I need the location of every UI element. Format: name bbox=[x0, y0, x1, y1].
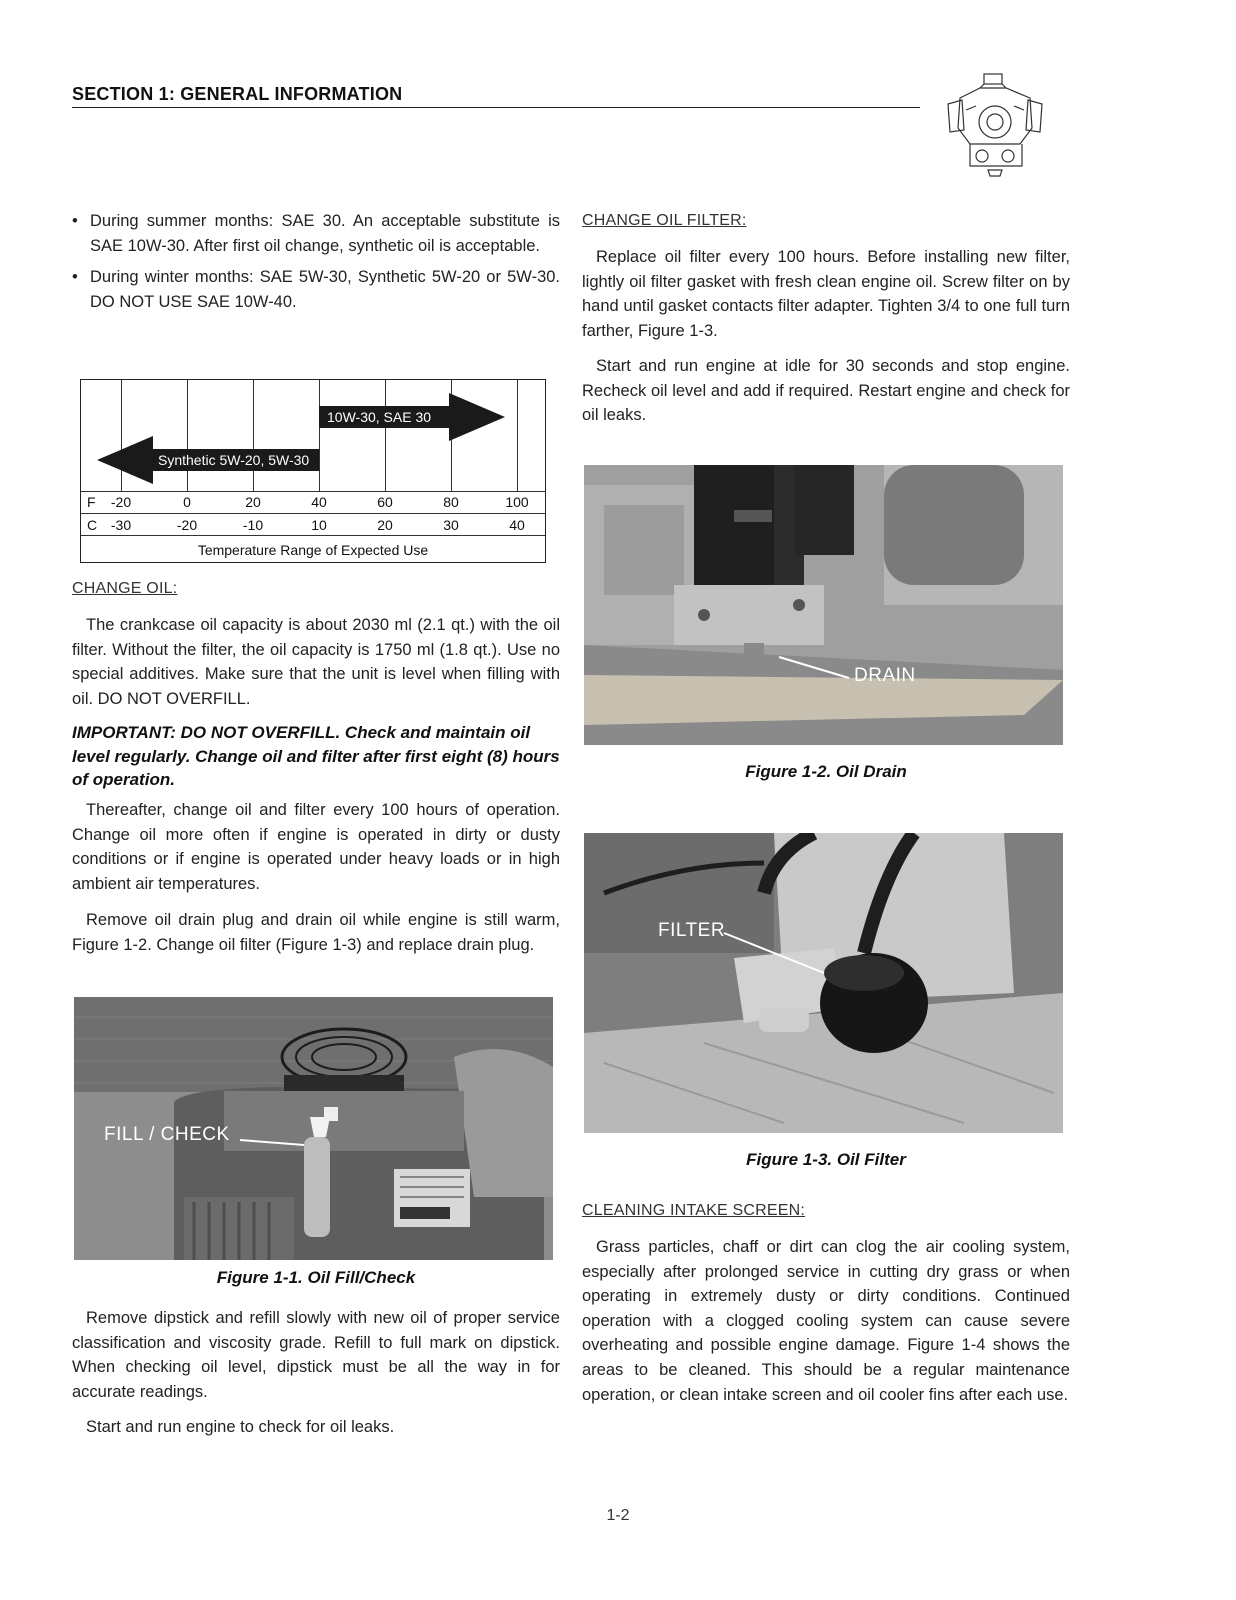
chart-caption: Temperature Range of Expected Use bbox=[197, 542, 429, 558]
f-tick: -20 bbox=[110, 494, 132, 510]
change-oil-frequency-paragraph: Thereafter, change oil and filter every 100 hours of operation. Change oil more often if engine is operated in dirty or dusty conditions or if engine is operated under heavy loads or in high ambient air temperatures. bbox=[72, 801, 560, 893]
f-tick: 80 bbox=[443, 494, 459, 510]
figure-oil-drain-photo bbox=[584, 465, 1063, 745]
figure-1-3-caption: Figure 1-3. Oil Filter bbox=[746, 1150, 906, 1169]
f-tick: 40 bbox=[311, 494, 327, 510]
viscosity-arrows bbox=[81, 380, 545, 492]
list-item: • During summer months: SAE 30. An acceptable substitute is SAE 10W-30. After first oil change, synthetic oil is acceptable. bbox=[72, 212, 560, 255]
temperature-range-chart bbox=[80, 379, 546, 563]
cleaning-intake-screen-heading: CLEANING INTAKE SCREEN: bbox=[582, 1202, 806, 1219]
oil-viscosity-bullets bbox=[72, 209, 560, 314]
arrow-label-left: Synthetic 5W-20, 5W-30 bbox=[158, 452, 310, 468]
f-tick: 20 bbox=[245, 494, 261, 510]
change-oil-paragraph: The crankcase oil capacity is about 2030 ml (2.1 qt.) with the oil filter. Without the filter, the oil capacity is 1750 ml (1.8 qt.). Use no special additives. Make sure that the unit is level when filling with oil. DO NOT OVERFILL. bbox=[72, 616, 560, 708]
start-idle-paragraph: Start and run engine at idle for 30 seconds and stop engine. Recheck oil level and add if required. Restart engine and check for oil leaks. bbox=[582, 357, 1070, 425]
c-tick: 40 bbox=[509, 517, 525, 533]
figure-oil-fill-check-photo bbox=[74, 997, 553, 1260]
cleaning-paragraph: Grass particles, chaff or dirt can clog the air cooling system, especially after prolonged service in cutting dry grass or when operating in extremely dusty or dirty conditions. Continued operation with a clogged cooling system can cause severe overheating and possible engine damage. Figure 1-4 shows the areas to be cleaned. This should be a regular maintenance operation, or clean intake screen and oil cooler fins after each use. bbox=[582, 1238, 1070, 1404]
celsius-label: C bbox=[87, 517, 98, 533]
arrow-label-right: 10W-30, SAE 30 bbox=[327, 409, 432, 425]
c-tick: 20 bbox=[377, 517, 393, 533]
change-oil-heading: CHANGE OIL: bbox=[72, 580, 178, 597]
header-divider bbox=[72, 107, 920, 108]
change-oil-filter-heading: CHANGE OIL FILTER: bbox=[582, 212, 747, 229]
figure-oil-filter-photo bbox=[584, 833, 1063, 1133]
f-tick: 0 bbox=[183, 494, 191, 510]
fahrenheit-label: F bbox=[87, 494, 96, 510]
f-tick: 60 bbox=[377, 494, 393, 510]
filter-label: FILTER bbox=[658, 920, 726, 941]
c-tick: -20 bbox=[176, 517, 198, 533]
f-tick: 100 bbox=[505, 494, 529, 510]
section-title: SECTION 1: GENERAL INFORMATION bbox=[72, 84, 403, 104]
engine-illustration-icon bbox=[940, 70, 1050, 180]
page-number: 1-2 bbox=[606, 1507, 630, 1524]
important-notice: IMPORTANT: DO NOT OVERFILL. Check and maintain oil level regularly. Change oil and filter after first eight (8) hours of operation. bbox=[72, 723, 560, 789]
list-item: • During winter months: SAE 5W-30, Synthetic 5W-20 or 5W-30. DO NOT USE SAE 10W-40. bbox=[72, 268, 560, 311]
fill-check-label: FILL / CHECK bbox=[104, 1124, 230, 1145]
c-tick: 10 bbox=[311, 517, 327, 533]
refill-paragraph: Remove dipstick and refill slowly with new oil of proper service classification and viscosity grade. Refill to full mark on dipstick. When checking oil level, dipstick must be all the way in for accurate readings. bbox=[72, 1309, 560, 1401]
c-tick: -30 bbox=[110, 517, 132, 533]
c-tick: -10 bbox=[242, 517, 264, 533]
figure-1-1-caption: Figure 1-1. Oil Fill/Check bbox=[216, 1268, 416, 1287]
drain-label: DRAIN bbox=[854, 665, 916, 686]
figure-1-2-caption: Figure 1-2. Oil Drain bbox=[745, 762, 907, 781]
replace-filter-paragraph: Replace oil filter every 100 hours. Before installing new filter, lightly oil filter gasket with fresh clean engine oil. Screw filter on by hand until gasket contacts filter adapter. Tighten 3/4 to one full turn farther, Figure 1-3. bbox=[582, 248, 1070, 340]
start-engine-paragraph: Start and run engine to check for oil leaks. bbox=[86, 1418, 395, 1436]
drain-oil-paragraph: Remove oil drain plug and drain oil while engine is still warm, Figure 1-2. Change oil filter (Figure 1-3) and replace drain plug. bbox=[72, 911, 560, 954]
c-tick: 30 bbox=[443, 517, 459, 533]
